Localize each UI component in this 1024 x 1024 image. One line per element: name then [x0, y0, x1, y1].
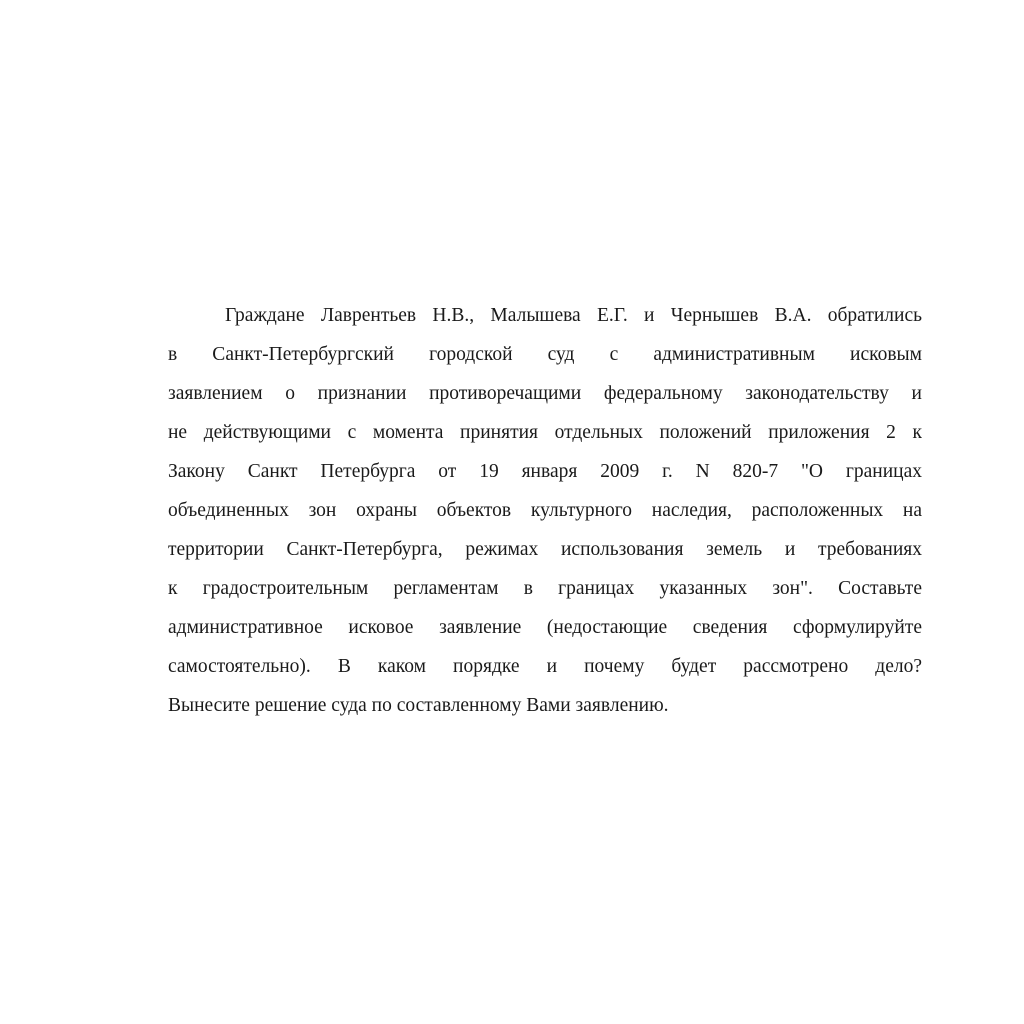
paragraph-line-4: не действующими с момента принятия отдельных положений приложения 2 к [168, 422, 922, 443]
paragraph-line-1: Граждане Лаврентьев Н.В., Малышева Е.Г. и Чернышев В.А. обратились [225, 305, 922, 326]
paragraph-line-5: Закону Санкт Петербурга от 19 января 2009 г. N 820-7 "О границах [168, 461, 922, 482]
paragraph-line-2: в Санкт-Петербургский городской суд с административным исковым [168, 344, 922, 365]
paragraph-line-10: самостоятельно). В каком порядке и почему будет рассмотрено дело? [168, 656, 922, 677]
paragraph-line-7: территории Санкт-Петербурга, режимах использования земель и требованиях [168, 539, 922, 560]
paragraph-line-3: заявлением о признании противоречащими федеральному законодательству и [168, 383, 922, 404]
paragraph-line-9: административное исковое заявление (недостающие сведения сформулируйте [168, 617, 922, 638]
task-paragraph [168, 296, 922, 725]
paragraph-line-11: Вынесите решение суда по составленному Вами заявлению. [168, 695, 669, 716]
paragraph-line-6: объединенных зон охраны объектов культурного наследия, расположенных на [168, 500, 922, 521]
paragraph-line-8: к градостроительным регламентам в границах указанных зон". Составьте [168, 578, 922, 599]
